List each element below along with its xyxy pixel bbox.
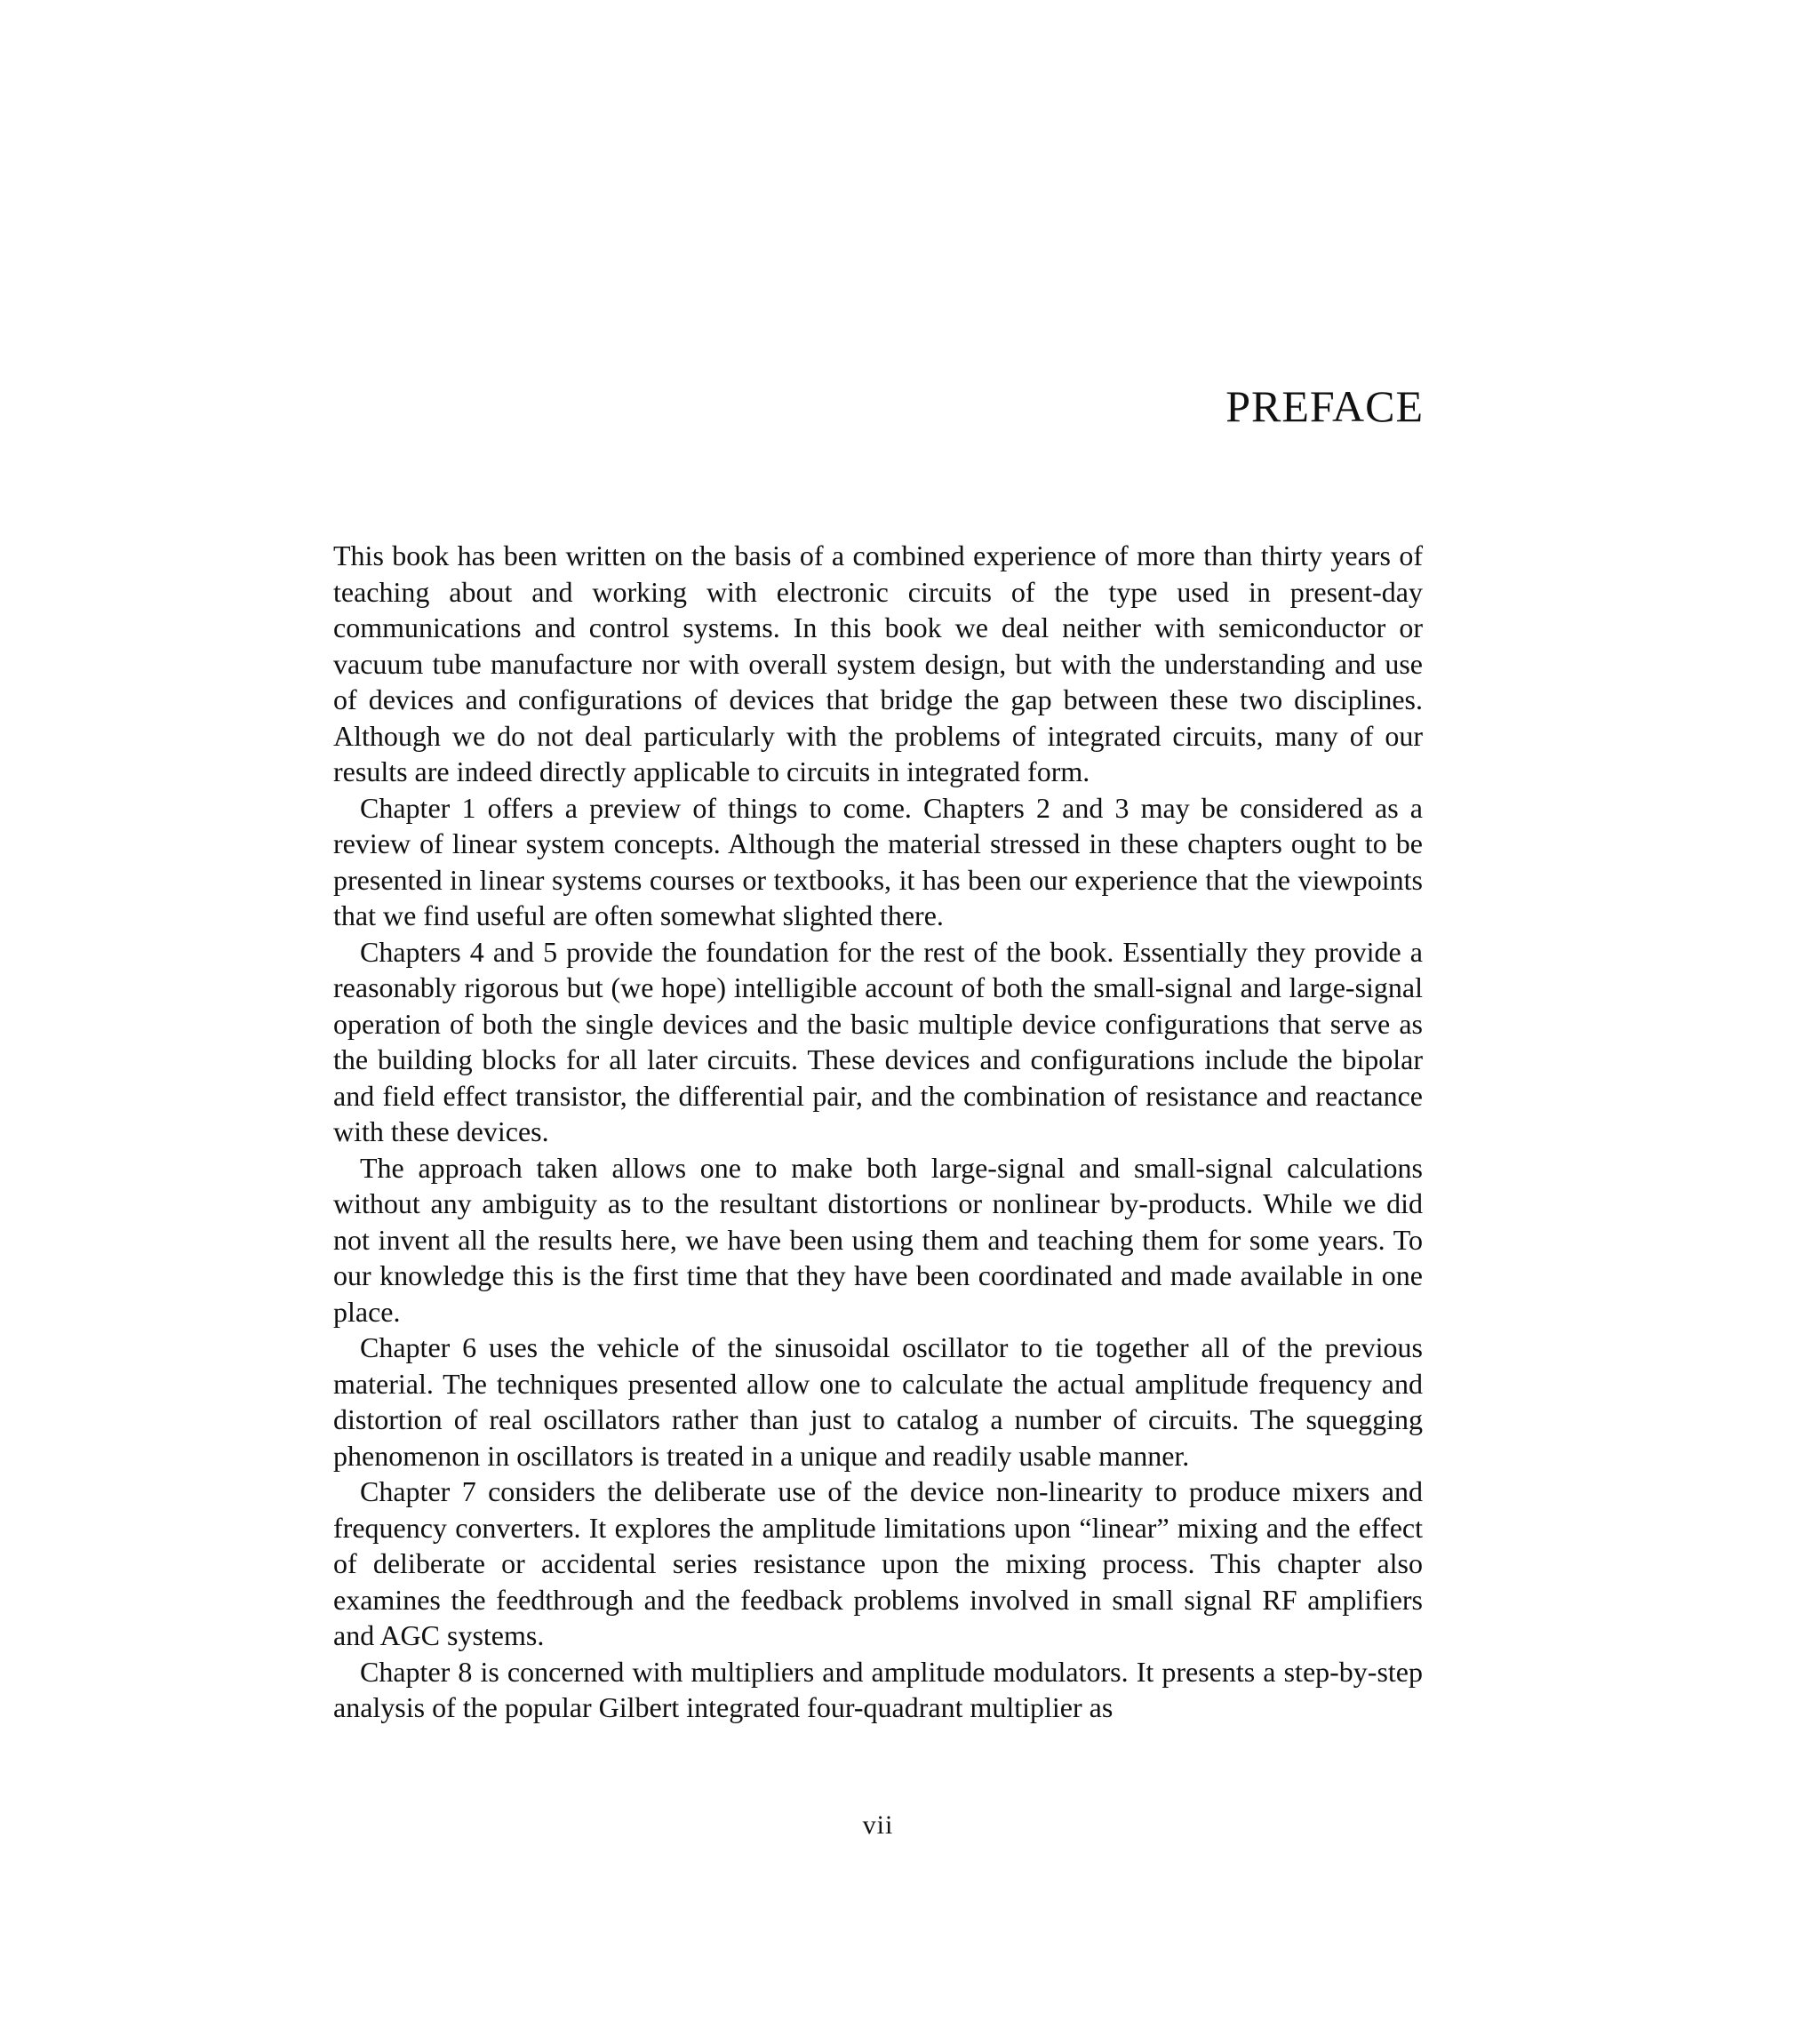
paragraph-6: Chapter 7 considers the deliberate use of the device non-linearity to produce mixers and frequency converters. It explores the amplitude limitations upon “linear” mixing and the effect of deliberate or accidental series resistance upon the mixing process. This chapter also examines the feedthrough and the feedback problems involved in small signal RF amplifiers and AGC systems. <box>333 1475 1423 1651</box>
paragraph-2: Chapter 1 offers a preview of things to come. Chapters 2 and 3 may be considered as a review of linear system concepts. Although the material stressed in these chapters ought to be presented in linear systems courses or textbooks, it has been our experience that the viewpoints that we find useful are often somewhat slighted there. <box>333 791 1423 931</box>
paragraph-1: This book has been written on the basis of a combined experience of more than thirty years of teaching about and working with electronic circuits of the type used in present-day communications and control systems. In this book we deal neither with semiconductor or vacuum tube manufacture nor with overall system design, but with the understanding and use of devices and configurations of devices that bridge the gap between these two disciplines. Although we do not deal particularly with the problems of integrated circuits, many of our results are indeed directly applicable to circuits in integrated form. <box>333 539 1423 787</box>
page-number: vii <box>862 1810 894 1840</box>
paragraph-5: Chapter 6 uses the vehicle of the sinusoidal oscillator to tie together all of the previous material. The techniques presented allow one to calculate the actual amplitude frequency and distortion of real oscillators rather than just to catalog a number of circuits. The squegging phenomenon in oscillators is treated in a unique and readily usable manner. <box>333 1331 1423 1472</box>
paragraph-3: Chapters 4 and 5 provide the foundation for the rest of the book. Essentially they provide a reasonably rigorous but (we hope) intelligible account of both the small-signal and large-signal operation of both the single devices and the basic multiple device configurations that serve as the building blocks for all later circuits. These devices and configurations include the bipolar and field effect transistor, the differential pair, and the combination of resistance and reactance with these devices. <box>333 935 1423 1147</box>
paragraph-4: The approach taken allows one to make both large-signal and small-signal calculations without any ambiguity as to the resultant distortions or nonlinear by-products. While we did not invent all the results here, we have been using them and teaching them for some years. To our knowledge this is the first time that they have been coordinated and made available in one place. <box>333 1151 1423 1328</box>
page-title: PREFACE <box>1225 381 1424 431</box>
preface-body <box>333 538 1423 1726</box>
paragraph-7: Chapter 8 is concerned with multipliers and amplitude modulators. It presents a step-by-step analysis of the popular Gilbert integrated four-quadrant multiplier as <box>333 1655 1423 1723</box>
